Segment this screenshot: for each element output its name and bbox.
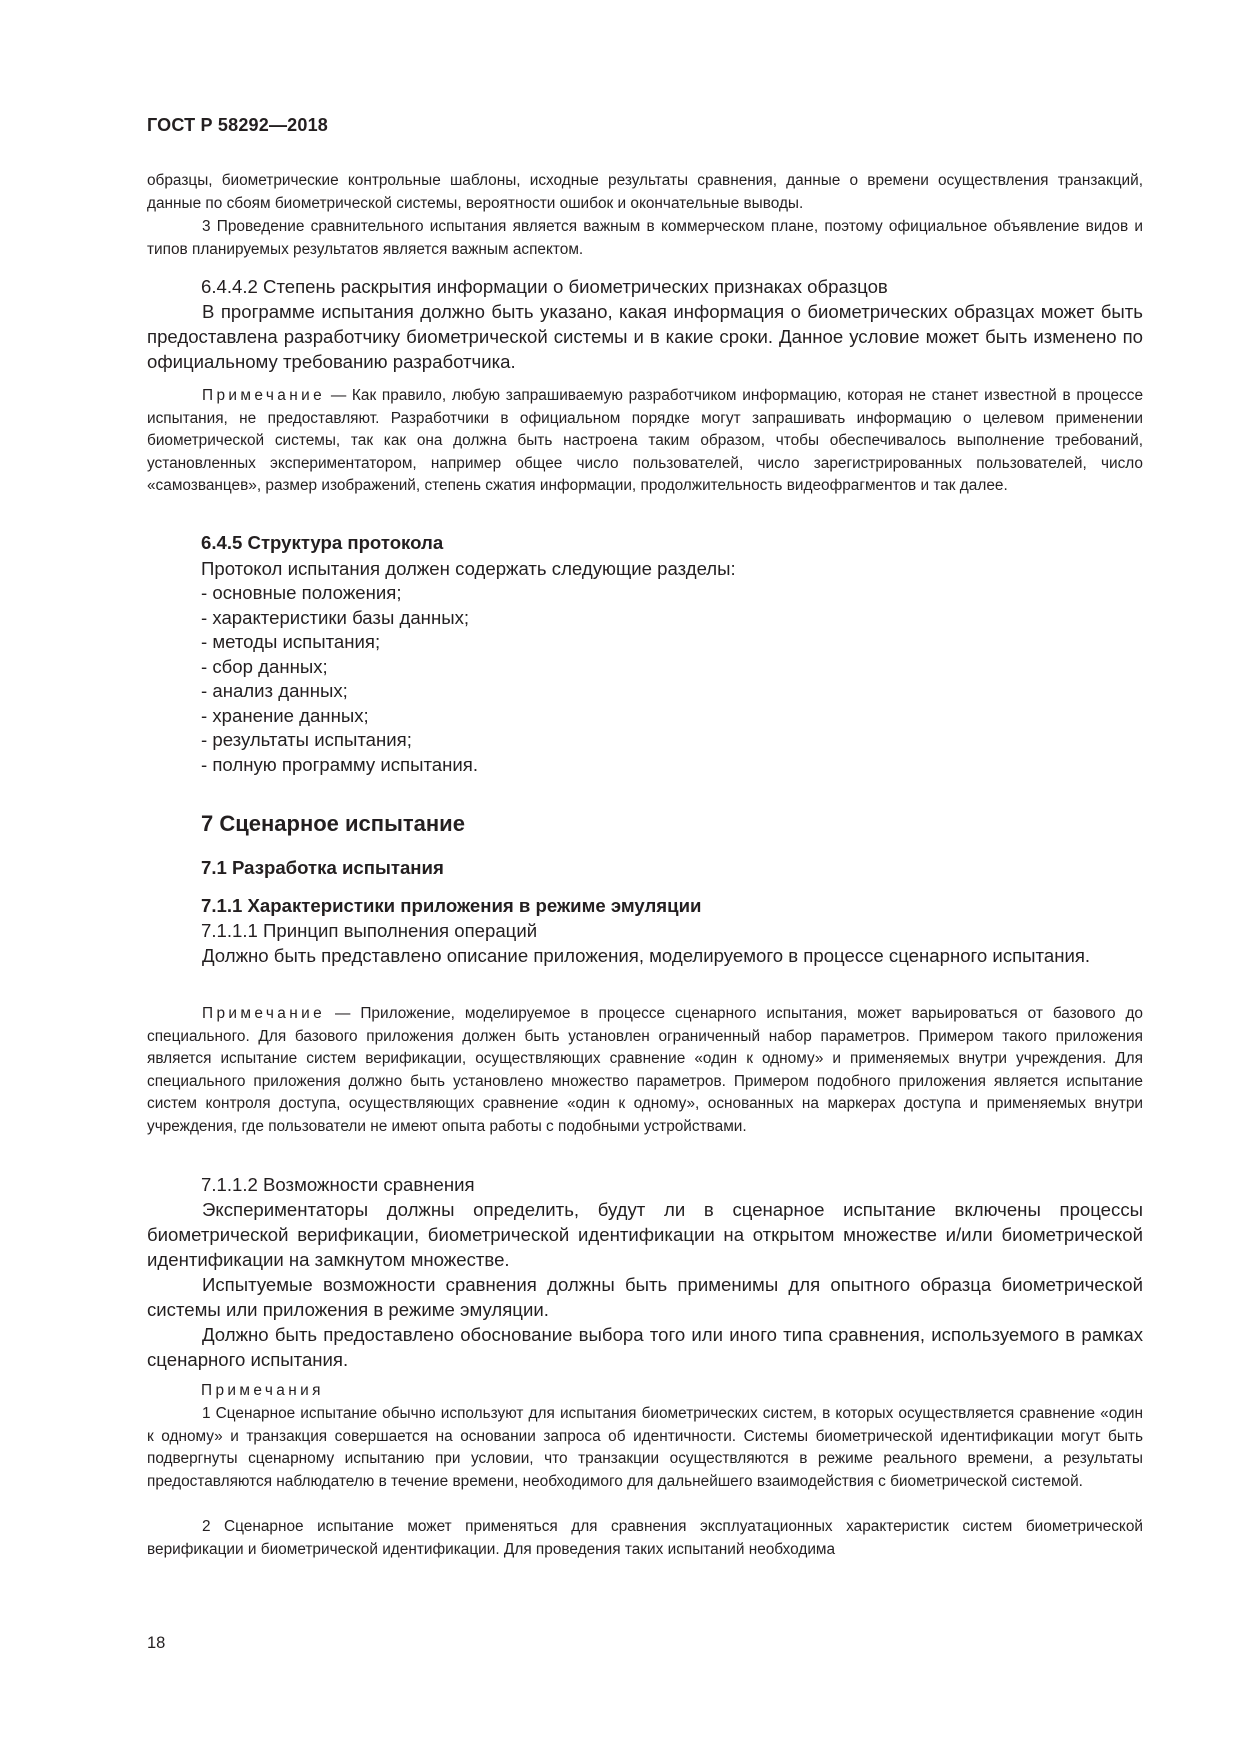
section-7-1-1-2-heading: 7.1.1.2 Возможности сравнения (201, 1174, 475, 1195)
section-7-1-1-2-paragraph-2: Испытуемые возможности сравнения должны быть применимы для опытного образца биометрической системы или приложения в режиме эмуляции. (147, 1274, 1143, 1320)
notes-label: Примечания (201, 1382, 324, 1399)
section-7-1-1-heading: 7.1.1 Характеристики приложения в режиме эмуляции (201, 895, 702, 916)
note-text: — Приложение, моделируемое в процессе сценарного испытания, может варьироваться от базового до специального. Для базового приложения должен быть установлен ограниченный набор параметров. Примером такого приложения является испытание систем верификации, осуществляющих сравнение «один к одному» и применяемых внутри учреждения. Для специального приложения должно быть установлено множество параметров. Примером подобного приложения является испытание систем контроля доступа, осуществляющих сравнение «один к одному», основанных на маркерах доступа и применяемых внутри учреждения, где пользователи не имеют опыта работы с подобными устройствами. (147, 1005, 1143, 1135)
document-header: ГОСТ Р 58292—2018 (147, 115, 329, 135)
list-item: - характеристики базы данных; (201, 606, 470, 628)
list-item: - хранение данных; (201, 704, 369, 726)
section-6-4-4-2-heading: 6.4.4.2 Степень раскрытия информации о биометрических признаках образцов (201, 276, 888, 297)
notes-item-1: 1 Сценарное испытание обычно используют для испытания биометрических систем, в которых осуществляется сравнение «один к одному» и транзакция совершается на основании запроса об идентичности. Системы биометрической идентификации могут быть подвергнуты сценарному испытанию при условии, что транзакции осуществляются в режиме реального времени, а результаты предоставляются наблюдателю в течение времени, необходимого для дальнейшего взаимодействия с биометрической системой. (147, 1405, 1143, 1490)
list-item: - результаты испытания; (201, 729, 412, 750)
section-7-1-1-1-heading: 7.1.1.1 Принцип выполнения операций (201, 920, 538, 941)
list-item: - анализ данных; (201, 680, 348, 701)
section-6-4-5-heading: 6.4.5 Структура протокола (201, 532, 444, 553)
list-item: - методы испытания; (201, 631, 381, 652)
section-6-4-4-2-note (147, 385, 1143, 498)
section-7-heading: 7 Сценарное испытание (201, 811, 465, 836)
section-7-1-1-1-note (147, 1003, 1143, 1138)
note-3-paragraph: 3 Проведение сравнительного испытания является важным в коммерческом плане, поэтому официальное объявление видов и типов планируемых результатов является важным аспектом. (147, 218, 1143, 258)
section-7-1-1-1-body: Должно быть представлено описание приложения, моделируемого в процессе сценарного испытания. (202, 945, 1091, 966)
note-text: — Как правило, любую запрашиваемую разработчиком информацию, которая не станет известной в процессе испытания, не предоставляют. Разработчики в официальном порядке могут запрашивать информацию о целевом применении биометрической системы, так как она должна быть настроена таким образом, чтобы обеспечивалось выполнение требований, установленных экспериментатором, например общее число пользователей, число зарегистрированных пользователей, число «самозванцев», размер изображений, степень сжатия информации, продолжительность видеофрагментов и так далее. (147, 387, 1143, 494)
list-item: - полную программу испытания. (201, 753, 478, 775)
intro-paragraph: образцы, биометрические контрольные шаблоны, исходные результаты сравнения, данные о времени осуществления транзакций, данные по сбоям биометрической системы, вероятности ошибок и окончательные выводы. (147, 172, 1143, 212)
section-7-1-1-2-paragraph-1: Экспериментаторы должны определить, будут ли в сценарное испытание включены процессы биометрической верификации, биометрической идентификации на открытом множестве и/или биометрической идентификации на замкнутом множестве. (147, 1199, 1143, 1270)
section-7-1-1-2-paragraph-3: Должно быть предоставлено обоснование выбора того или иного типа сравнения, используемого в рамках сценарного испытания. (147, 1324, 1143, 1370)
list-item: - сбор данных; (201, 655, 328, 677)
section-6-4-4-2-body: В программе испытания должно быть указано, какая информация о биометрических образцах может быть предоставлена разработчику биометрической системы и в какие сроки. Данное условие может быть изменено по официальному требованию разработчика. (147, 301, 1143, 372)
notes-item-2: 2 Сценарное испытание может применяться для сравнения эксплуатационных характеристик систем биометрической верификации и биометрической идентификации. Для проведения таких испытаний необходима (147, 1518, 1143, 1558)
section-7-1-heading: 7.1 Разработка испытания (201, 857, 444, 878)
note-label: Примечание (202, 1005, 326, 1022)
list-item: - основные положения; (201, 582, 402, 603)
section-6-4-5-intro: Протокол испытания должен содержать следующие разделы: (201, 558, 736, 579)
page-number: 18 (147, 1634, 166, 1652)
note-label: Примечание (202, 387, 326, 404)
